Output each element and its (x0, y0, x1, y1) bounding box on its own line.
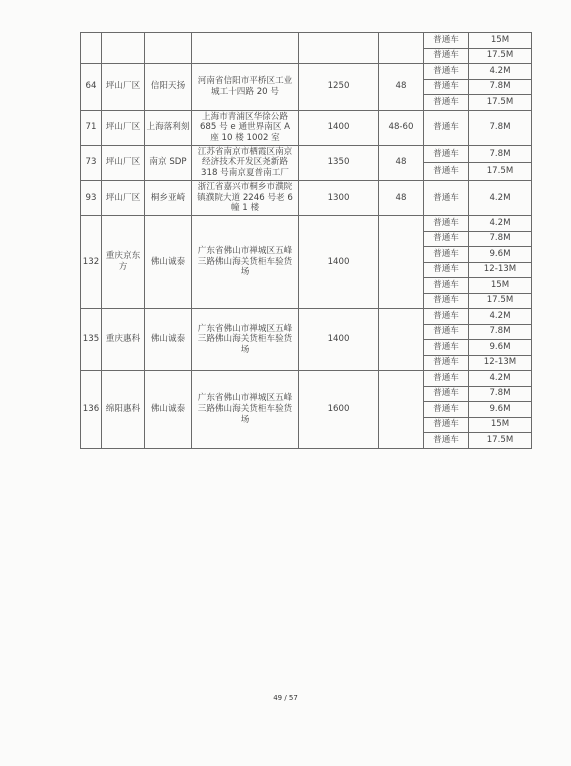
table-row (81, 33, 532, 49)
destination-cell: 佛山诚泰 (145, 371, 192, 449)
row-number-cell (81, 33, 102, 64)
vehicle-type-cell: 普通车 (424, 33, 469, 49)
row-number-cell: 136 (81, 371, 102, 449)
vehicle-length-cell: 17.5M (469, 163, 532, 181)
row-number-cell: 64 (81, 64, 102, 111)
vehicle-length-cell: 7.8M (469, 386, 532, 402)
row-number-cell: 93 (81, 180, 102, 215)
vehicle-type-cell: 普通车 (424, 247, 469, 263)
origin-cell: 坪山厂区 (102, 145, 145, 180)
address-cell: 江苏省南京市栖霞区南京经济技术开发区尧新路 318 号南京夏普南工厂 (192, 145, 299, 180)
vehicle-length-cell: 17.5M (469, 433, 532, 449)
distance-cell: 1400 (299, 216, 379, 309)
vehicle-length-cell: 7.8M (469, 145, 532, 163)
vehicle-type-cell: 普通车 (424, 110, 469, 145)
vehicle-length-cell: 7.8M (469, 324, 532, 340)
table-row (81, 145, 532, 163)
vehicle-type-cell: 普通车 (424, 48, 469, 64)
distance-cell: 1350 (299, 145, 379, 180)
origin-cell: 坪山厂区 (102, 180, 145, 215)
vehicle-type-cell: 普通车 (424, 340, 469, 356)
vehicle-length-cell: 4.2M (469, 371, 532, 387)
vehicle-length-cell: 12-13M (469, 262, 532, 278)
address-cell: 广东省佛山市禅城区五峰三路佛山海关货柜车验货场 (192, 309, 299, 371)
row-number-cell: 132 (81, 216, 102, 309)
destination-cell: 信阳天扬 (145, 64, 192, 111)
vehicle-type-cell: 普通车 (424, 355, 469, 371)
vehicle-length-cell: 15M (469, 417, 532, 433)
vehicle-length-cell: 9.6M (469, 247, 532, 263)
origin-cell (102, 33, 145, 64)
vehicle-type-cell: 普通车 (424, 324, 469, 340)
table-row (81, 64, 532, 80)
address-cell: 浙江省嘉兴市桐乡市濮院镇濮院大道 2246 号老 6 幢 1 楼 (192, 180, 299, 215)
distance-cell: 1400 (299, 110, 379, 145)
vehicle-type-cell: 普通车 (424, 231, 469, 247)
route-table (80, 32, 532, 449)
transit-time-cell (379, 309, 424, 371)
vehicle-type-cell: 普通车 (424, 309, 469, 325)
transit-time-cell (379, 33, 424, 64)
table-row (81, 216, 532, 232)
destination-cell: 佛山诚泰 (145, 216, 192, 309)
table-row (81, 309, 532, 325)
vehicle-type-cell: 普通车 (424, 163, 469, 181)
address-cell: 广东省佛山市禅城区五峰三路佛山海关货柜车验货场 (192, 216, 299, 309)
vehicle-type-cell: 普通车 (424, 278, 469, 294)
vehicle-length-cell: 4.2M (469, 180, 532, 215)
vehicle-type-cell: 普通车 (424, 402, 469, 418)
origin-cell: 坪山厂区 (102, 64, 145, 111)
vehicle-length-cell: 4.2M (469, 216, 532, 232)
vehicle-length-cell: 17.5M (469, 48, 532, 64)
vehicle-length-cell: 15M (469, 278, 532, 294)
vehicle-length-cell: 4.2M (469, 309, 532, 325)
address-cell: 上海市青浦区华徐公路685 号 e 通世界南区 A 座 10 楼 1002 室 (192, 110, 299, 145)
page-number: 49 / 57 (273, 694, 298, 702)
distance-cell: 1400 (299, 309, 379, 371)
origin-cell: 绵阳惠科 (102, 371, 145, 449)
vehicle-length-cell: 12-13M (469, 355, 532, 371)
distance-cell: 1250 (299, 64, 379, 111)
vehicle-type-cell: 普通车 (424, 433, 469, 449)
destination-cell: 桐乡亚崎 (145, 180, 192, 215)
vehicle-length-cell: 17.5M (469, 293, 532, 309)
vehicle-type-cell: 普通车 (424, 417, 469, 433)
transit-time-cell (379, 371, 424, 449)
vehicle-type-cell: 普通车 (424, 216, 469, 232)
row-number-cell: 71 (81, 110, 102, 145)
vehicle-type-cell: 普通车 (424, 180, 469, 215)
origin-cell: 坪山厂区 (102, 110, 145, 145)
table-row (81, 110, 532, 145)
vehicle-type-cell: 普通车 (424, 79, 469, 95)
vehicle-length-cell: 15M (469, 33, 532, 49)
vehicle-length-cell: 9.6M (469, 340, 532, 356)
row-number-cell: 73 (81, 145, 102, 180)
route-table-body (81, 33, 532, 449)
route-table-wrapper (80, 32, 531, 449)
origin-cell: 重庆京东方 (102, 216, 145, 309)
vehicle-type-cell: 普通车 (424, 386, 469, 402)
origin-cell: 重庆惠科 (102, 309, 145, 371)
vehicle-type-cell: 普通车 (424, 262, 469, 278)
destination-cell (145, 33, 192, 64)
transit-time-cell (379, 216, 424, 309)
transit-time-cell: 48 (379, 145, 424, 180)
transit-time-cell: 48 (379, 64, 424, 111)
vehicle-length-cell: 7.8M (469, 110, 532, 145)
destination-cell: 上海落利刻 (145, 110, 192, 145)
address-cell (192, 33, 299, 64)
vehicle-type-cell: 普通车 (424, 95, 469, 111)
distance-cell: 1300 (299, 180, 379, 215)
table-row (81, 180, 532, 215)
table-row (81, 371, 532, 387)
vehicle-length-cell: 4.2M (469, 64, 532, 80)
vehicle-type-cell: 普通车 (424, 293, 469, 309)
vehicle-type-cell: 普通车 (424, 371, 469, 387)
row-number-cell: 135 (81, 309, 102, 371)
vehicle-length-cell: 17.5M (469, 95, 532, 111)
vehicle-length-cell: 9.6M (469, 402, 532, 418)
transit-time-cell: 48-60 (379, 110, 424, 145)
destination-cell: 佛山诚泰 (145, 309, 192, 371)
vehicle-type-cell: 普通车 (424, 64, 469, 80)
vehicle-length-cell: 7.8M (469, 79, 532, 95)
distance-cell: 1600 (299, 371, 379, 449)
transit-time-cell: 48 (379, 180, 424, 215)
distance-cell (299, 33, 379, 64)
vehicle-length-cell: 7.8M (469, 231, 532, 247)
address-cell: 广东省佛山市禅城区五峰三路佛山海关货柜车验货场 (192, 371, 299, 449)
vehicle-type-cell: 普通车 (424, 145, 469, 163)
destination-cell: 南京 SDP (145, 145, 192, 180)
address-cell: 河南省信阳市平桥区工业城工十四路 20 号 (192, 64, 299, 111)
